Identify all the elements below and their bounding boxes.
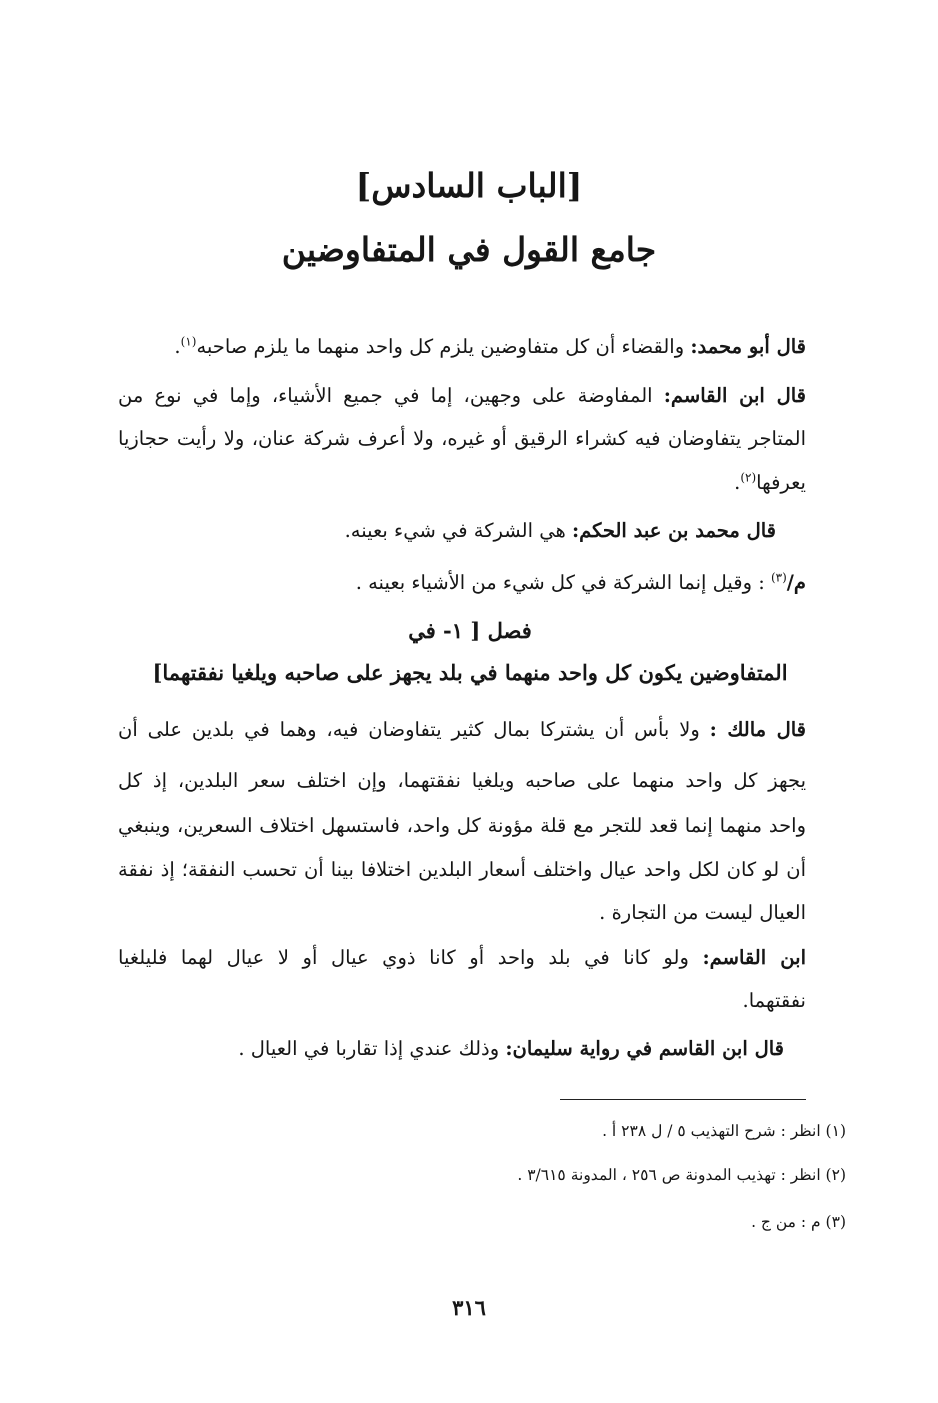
paragraph-text: ولو كانا في بلد واحد أو كانا ذوي عيال أو لا عيال لهما فليلغيا bbox=[118, 946, 703, 969]
chapter-title: [الباب السادس] bbox=[355, 166, 583, 205]
section-heading-line-1: فصل [ ١- في bbox=[408, 618, 532, 643]
speaker-label: قال مالك : bbox=[709, 718, 806, 741]
paragraph-mim bbox=[118, 570, 806, 596]
speaker-label: م/ bbox=[786, 571, 806, 594]
speaker-label: قال ابن القاسم: bbox=[663, 384, 806, 407]
paragraph-malik-line-2: يجهز كل واحد منهما على صاحبه ويلغيا نفقتهما، وإن اختلف سعر البلدين، إذ كل bbox=[118, 769, 806, 792]
footnote-1: (١) انظر : شرح التهذيب ٥ / ل ٢٣٨ أ . bbox=[602, 1122, 846, 1140]
paragraph-text: هي الشركة في شيء بعينه. bbox=[344, 519, 572, 542]
paragraph-sulayman-narration bbox=[118, 1036, 784, 1062]
paragraph-text: ولا بأس أن يشتركا بمال كثير يتفاوضان فيه، وهما في بلدين على أن bbox=[118, 718, 710, 741]
paragraph-text: والقضاء أن كل متفاوضين يلزم كل واحد منهما ما يلزم صاحبه bbox=[196, 335, 691, 358]
footnote-2: (٢) انظر : تهذيب المدونة ص ٢٥٦ ، المدونة ٣/٦١٥ . bbox=[517, 1166, 846, 1184]
paragraph-malik-line-4: أن لو كان لكل واحد عيال واختلف أسعار البلدين اختلافا بينا أن تحسب النفقة؛ إذ نفقة bbox=[118, 858, 806, 881]
footnote-ref: (٣) bbox=[770, 570, 787, 585]
paragraph-malik-line-5: العيال ليست من التجارة . bbox=[599, 901, 806, 924]
footnote-ref: (٢) bbox=[740, 470, 757, 485]
paragraph-ibn-abd-alhakam bbox=[118, 518, 776, 544]
footnote-ref: (١) bbox=[180, 334, 197, 349]
speaker-label: ابن القاسم: bbox=[702, 946, 806, 969]
paragraph-ibn-alqasim-line-1 bbox=[118, 383, 806, 409]
paragraph-malik-line-3: واحد منهما إنما قعد للتجر مع قلة مؤونة كل واحد، فاستسهل اختلاف السعرين، وينبغي bbox=[118, 814, 806, 837]
speaker-label: قال محمد بن عبد الحكم: bbox=[571, 519, 776, 542]
paragraph-malik-line-1 bbox=[118, 717, 806, 743]
speaker-label: قال ابن القاسم في رواية سليمان: bbox=[505, 1037, 784, 1060]
paragraph-text: : وقيل إنما الشركة في كل شيء من الأشياء بعينه . bbox=[355, 571, 771, 594]
paragraph-text: وذلك عندي إذا تقاربا في العيال . bbox=[238, 1037, 506, 1060]
paragraph-ibn-alqasim-2-line-1 bbox=[118, 945, 806, 971]
paragraph-abu-muhammad: قال أبو محمد: والقضاء أن كل متفاوضين يلزم كل واحد منهما ما يلزم صاحبه$^{(١)}$. bbox=[174, 334, 806, 358]
footnote-divider bbox=[560, 1099, 806, 1100]
speaker-label: قال أبو محمد: bbox=[690, 335, 806, 358]
section-heading-line-2: المتفاوضين يكون كل واحد منهما في بلد يجهز على صاحبه ويلغيا نفقتهما] bbox=[152, 660, 788, 685]
footnote-3: (٣) م : من ج . bbox=[751, 1213, 846, 1231]
chapter-subtitle: جامع القول في المتفاوضين bbox=[281, 230, 657, 269]
paragraph-ibn-alqasim-2-line-2: نفقتهما. bbox=[742, 989, 806, 1012]
paragraph-text: المفاوضة على وجهين، إما في جميع الأشياء، وإما في نوع من bbox=[118, 384, 664, 407]
paragraph-ibn-alqasim-line-2: المتاجر يتفاوضان فيه كشراء الرقيق أو غيره، ولا أعرف شركة عنان، ولا رأيت حجازيا bbox=[118, 427, 806, 450]
paragraph-ibn-alqasim-line-3: يعرفها$^{(٢)}$. bbox=[734, 470, 806, 494]
page-number: ٣١٦ bbox=[452, 1295, 486, 1320]
